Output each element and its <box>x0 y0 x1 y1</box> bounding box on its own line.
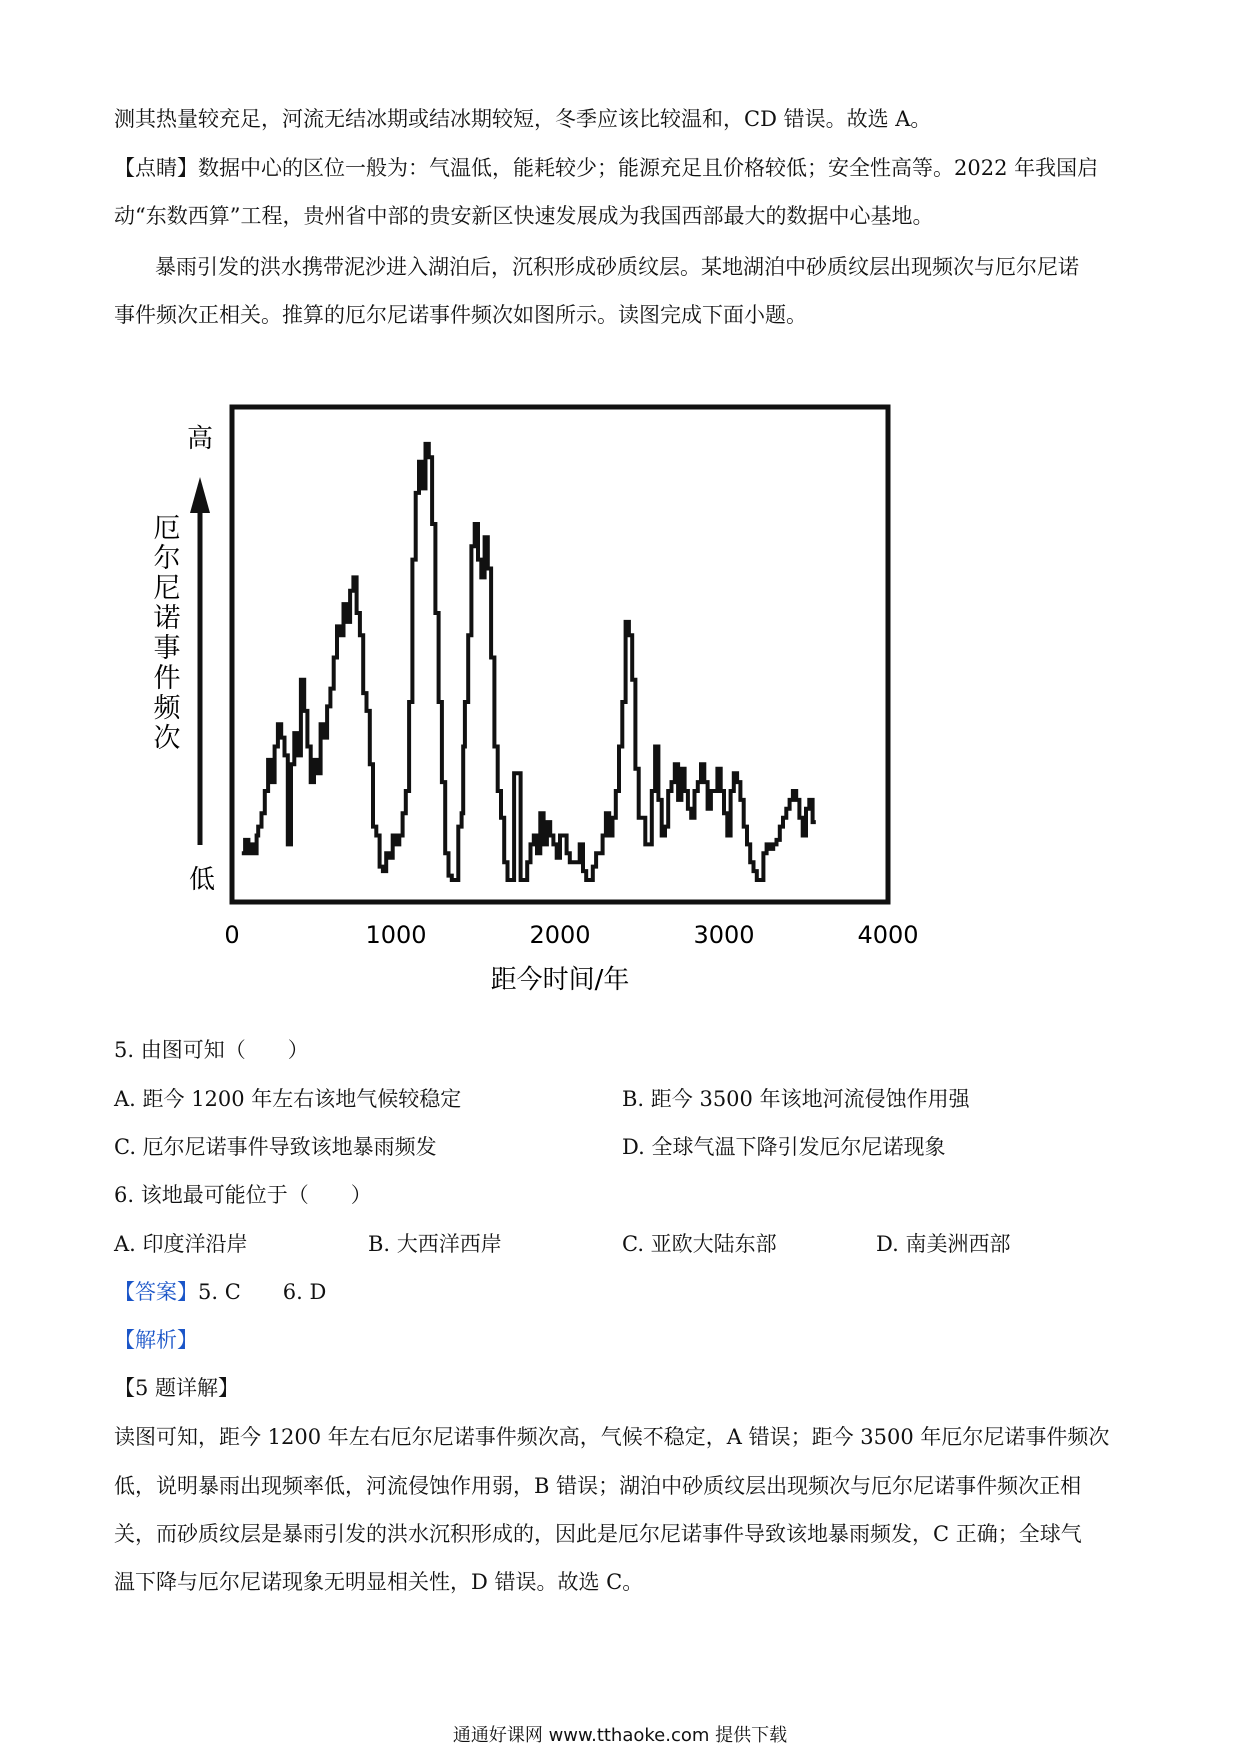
y-high-label: 高 <box>186 424 214 454</box>
elnino-frequency-chart <box>140 395 940 995</box>
series-line <box>242 444 816 880</box>
x-tick-labels <box>224 921 918 949</box>
analysis-subheading: 【5 题详解】 <box>114 1376 240 1400</box>
y-label-char: 尔 <box>153 543 181 574</box>
answer-line <box>114 1277 326 1307</box>
x-tick-label: 4000 <box>857 921 919 949</box>
x-tick-label: 1000 <box>365 921 427 949</box>
tip-line-1 <box>114 153 1098 183</box>
q5-option-a: A. 距今 1200 年左右该地气候较稳定 <box>114 1087 462 1111</box>
analysis-line-1: 读图可知，距今 1200 年左右厄尔尼诺事件频次高，气候不稳定，A 错误；距今 3500 年厄尔尼诺事件频次 <box>114 1425 1110 1449</box>
x-tick-label: 2000 <box>529 921 591 949</box>
q6-option-d: D. 南美洲西部 <box>876 1232 1011 1256</box>
y-label-char: 频 <box>153 693 181 724</box>
x-axis-label: 距今时间/年 <box>490 965 630 995</box>
q5-option-b: B. 距今 3500 年该地河流侵蚀作用强 <box>622 1087 970 1111</box>
paragraph-1: 测其热量较充足，河流无结冰期或结冰期较短，冬季应该比较温和，CD 错误。故选 A。 <box>114 107 932 131</box>
intro-line-1: 暴雨引发的洪水携带泥沙进入湖泊后，沉积形成砂质纹层。某地湖泊中砂质纹层出现频次与厄尔尼诺 <box>155 255 1079 279</box>
answer-text: 5. C 6. D <box>198 1280 327 1304</box>
q6-option-c: C. 亚欧大陆东部 <box>622 1232 777 1256</box>
q6-stem: 6. 该地最可能位于（ ） <box>114 1183 372 1207</box>
y-label-char: 厄 <box>153 513 181 544</box>
y-label-char: 事 <box>153 633 181 664</box>
q5-stem: 5. 由图可知（ ） <box>114 1038 309 1062</box>
answer-tag: 【答案】 <box>114 1280 198 1304</box>
q6-option-b: B. 大西洋西岸 <box>368 1232 502 1256</box>
analysis-tag: 【解析】 <box>114 1328 198 1352</box>
y-low-label: 低 <box>188 865 216 895</box>
analysis-line-2: 低，说明暴雨出现频率低，河流侵蚀作用弱，B 错误；湖泊中砂质纹层出现频次与厄尔尼诺事件频次正相 <box>114 1474 1082 1498</box>
x-tick-label: 0 <box>224 921 240 949</box>
y-label-char: 诺 <box>153 603 181 634</box>
y-label-char: 件 <box>153 663 181 694</box>
y-label-char: 次 <box>153 723 181 754</box>
y-axis-label <box>154 513 182 754</box>
q5-option-d: D. 全球气温下降引发厄尔尼诺现象 <box>622 1135 946 1159</box>
analysis-line-3: 关，而砂质纹层是暴雨引发的洪水沉积形成的，因此是厄尔尼诺事件导致该地暴雨频发，C 正确；全球气 <box>114 1522 1082 1546</box>
tip-line-2: 动“东数西算”工程，贵州省中部的贵安新区快速发展成为我国西部最大的数据中心基地。 <box>114 204 934 228</box>
plot-frame <box>232 407 888 902</box>
y-arrow-head <box>190 477 210 513</box>
analysis-line-4: 温下降与厄尔尼诺现象无明显相关性，D 错误。故选 C。 <box>114 1570 644 1594</box>
footer-source: 通通好课网 www.tthaoke.com 提供下载 <box>452 1725 788 1746</box>
tip-tag: 【点睛】 <box>114 156 198 180</box>
intro-line-2: 事件频次正相关。推算的厄尔尼诺事件频次如图所示。读图完成下面小题。 <box>114 303 807 327</box>
y-label-char: 尼 <box>153 573 181 604</box>
tip-text-1: 数据中心的区位一般为：气温低，能耗较少；能源充足且价格较低；安全性高等。2022 年我国启 <box>198 156 1099 180</box>
x-tick-label: 3000 <box>693 921 755 949</box>
q5-option-c: C. 厄尔尼诺事件导致该地暴雨频发 <box>114 1135 437 1159</box>
q6-option-a: A. 印度洋沿岸 <box>114 1232 248 1256</box>
